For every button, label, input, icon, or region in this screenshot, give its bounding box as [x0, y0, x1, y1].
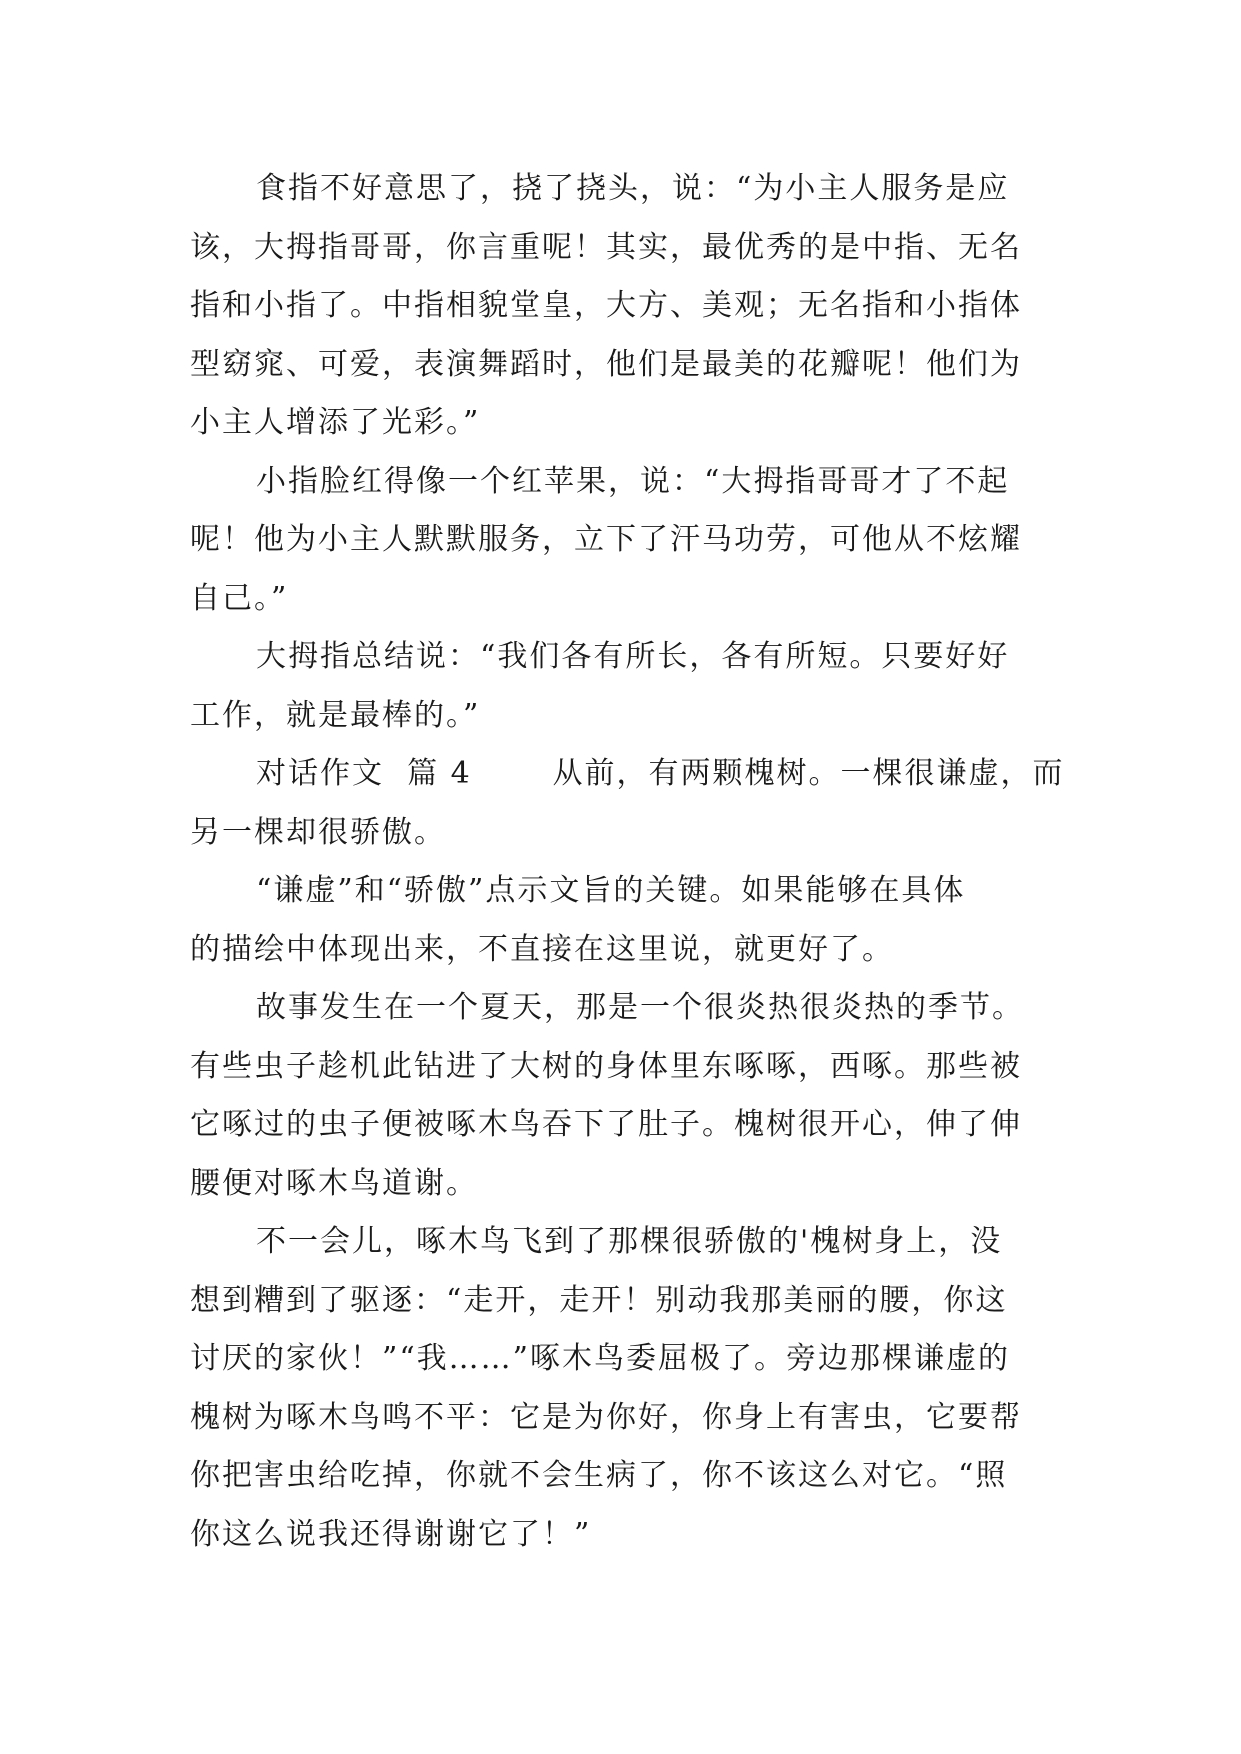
text-line: 你这么说我还得谢谢它了！”: [190, 1516, 592, 1552]
text-line: 型窈窕、可爱，表演舞蹈时，他们是最美的花瓣呢！他们为: [190, 346, 1022, 382]
text-line: 另一棵却很骄傲。: [190, 814, 446, 850]
text-line: 腰便对啄木鸟道谢。: [190, 1165, 478, 1201]
text-line: 小主人增添了光彩。”: [190, 405, 481, 440]
text-line: 的描绘中体现出来，不直接在这里说，就更好了。: [190, 931, 894, 967]
text-line: 讨厌的家伙！”“我……”啄木鸟委屈极了。旁边那棵谦虚的: [190, 1341, 1011, 1376]
text-line: 想到糟到了驱逐：“走开，走开！别动我那美丽的腰，你这: [190, 1282, 1008, 1318]
text-line: 不一会儿，啄木鸟飞到了那棵很骄傲的'槐树身上，没: [256, 1224, 1003, 1259]
text-line: 自己。”: [190, 580, 289, 616]
text-line: 它啄过的虫子便被啄木鸟吞下了肚子。槐树很开心，伸了伸: [190, 1107, 1022, 1142]
section-heading-line: 对话作文 篇 4 从前，有两颗槐树。一棵很谦虚，而: [256, 756, 1065, 791]
text-line: 食指不好意思了，挠了挠头，说：“为小主人服务是应: [256, 171, 1010, 206]
text-line: 有些虫子趁机此钻进了大树的身体里东啄啄，西啄。那些被: [190, 1048, 1022, 1084]
text-line: 你把害虫给吃掉，你就不会生病了，你不该这么对它。“照: [190, 1458, 1008, 1493]
text-line: 工作，就是最棒的。”: [190, 697, 481, 733]
text-line: 小指脸红得像一个红苹果，说：“大拇指哥哥才了不起: [256, 463, 1010, 499]
text-line: 指和小指了。中指相貌堂皇，大方、美观；无名指和小指体: [190, 288, 1022, 323]
text-line: 故事发生在一个夏天，那是一个很炎热很炎热的季节。: [256, 990, 1024, 1025]
text-line: 呢！他为小主人默默服务，立下了汗马功劳，可他从不炫耀: [190, 522, 1022, 557]
text-line: 该，大拇指哥哥，你言重呢！其实，最优秀的是中指、无名: [190, 229, 1022, 265]
body-text: [190, 160, 1070, 1564]
text-line: 槐树为啄木鸟鸣不平：它是为你好，你身上有害虫，它要帮: [190, 1399, 1022, 1435]
text-line: 大拇指总结说：“我们各有所长，各有所短。只要好好: [256, 639, 1010, 674]
text-line: “谦虚”和“骄傲”点示文旨的关键。如果能够在具体: [256, 873, 966, 908]
